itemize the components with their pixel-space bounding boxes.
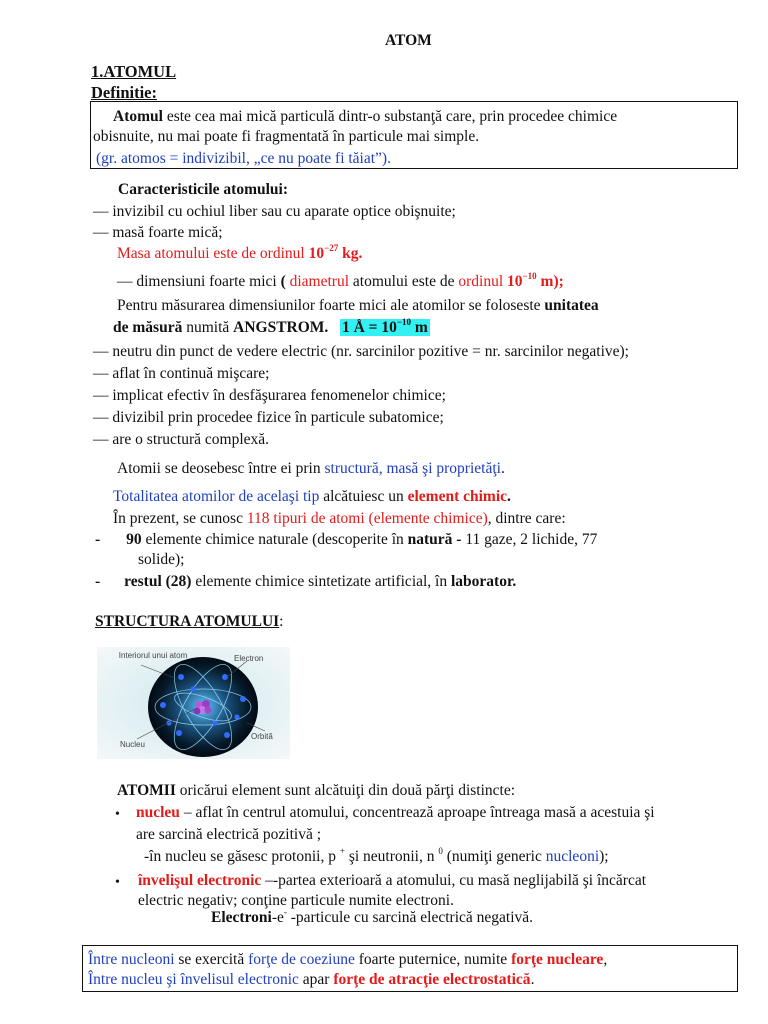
char-motion: — aflat în continuă mişcare;	[93, 365, 270, 382]
label-electron: Electron	[234, 654, 264, 663]
page-title: ATOM	[385, 32, 432, 49]
structure-heading: STRUCTURA ATOMULUI:	[95, 613, 284, 630]
char-complex: — are o structură complexă.	[93, 431, 270, 448]
nucleu-line-2: are sarcină electrică pozitivă ;	[136, 826, 322, 843]
definition-line-2: obisnuite, nu mai poate fi fragmentată în particule mai simple.	[93, 128, 480, 145]
label-interior: Interiorul unui atom	[118, 651, 188, 660]
nucleus	[194, 700, 212, 714]
atoms-differ: Atomii se deosebesc între ei prin structură, masă şi proprietăţi.	[117, 460, 505, 477]
nucleu-line-3: -în nucleu se găsesc protonii, p + şi neutronii, n $^0$ (numiţi generic nucleoni);	[144, 846, 609, 865]
electron-definition: Electroni-e- -particule cu sarcină electrică negativă.	[211, 907, 534, 926]
atom-parts: ATOMII oricărui element sunt alcătuiţi din două părţi distincte:	[117, 782, 516, 799]
definition-heading: Definitie:	[91, 83, 157, 102]
char-small-mass: — masă foarte mică;	[93, 224, 223, 241]
characteristics-heading: Caracteristicile atomului:	[118, 181, 289, 198]
natural-elements-line-2: solide);	[138, 551, 185, 568]
char-mass-value: Masa atomului este de ordinul $10^{-27}$ kg.	[117, 243, 363, 262]
definition-etymology: (gr. atomos = indivizibil, „ce nu poate fi tăiat”).	[96, 150, 391, 167]
bullet-nucleu: •	[115, 807, 120, 822]
label-orbita: Orbită	[251, 732, 273, 741]
char-dimensions: — dimensiuni foarte mici ( diametrul atomului este de ordinul $10^{-10}$ m);	[117, 271, 564, 290]
nucleu-line-1: nucleu – aflat în centrul atomului, concentrează aproape întreaga masă a acestuia şi	[136, 804, 655, 821]
char-divisible: — divizibil prin procedee fizice în particule subatomice;	[93, 409, 444, 426]
char-neutral: — neutru din punct de vedere electric (nr. sarcinilor pozitive = nr. sarcinilor negative);	[93, 343, 629, 360]
section-heading-atomul: 1.ATOMUL	[91, 62, 177, 81]
char-chemical: — implicat efectiv în desfăşurarea fenomenelor chimice;	[93, 387, 446, 404]
bullet-invelis: •	[115, 875, 120, 890]
invelis-line-2: electric negativ; conţine particule numite electroni.	[138, 892, 454, 909]
char-measure-line-2: de măsură numită ANGSTROM. 1 Å = $10^{-10}$ m	[113, 317, 428, 336]
element-definition: Totalitatea atomilor de acelaşi tip alcătuiesc un element chimic.	[113, 488, 511, 505]
synthetic-elements: - restul (28) elemente chimice sintetizate artificial, în laborator.	[95, 573, 517, 590]
atom-figure	[97, 647, 290, 759]
label-nucleu: Nucleu	[120, 740, 145, 749]
natural-elements: - 90 elemente chimice naturale (descoperite în natură - 11 gaze, 2 lichide, 77	[95, 531, 598, 548]
known-elements: În prezent, se cunosc 118 tipuri de atomi (elemente chimice), dintre care:	[113, 510, 566, 527]
char-measure-line-1: Pentru măsurarea dimensiunilor foarte mici ale atomilor se foloseste unitatea	[117, 297, 599, 314]
char-invisible: — invizibil cu ochiul liber sau cu aparate optice obişnuite;	[93, 203, 456, 220]
definition-line-1: Atomul este cea mai mică particulă dintr-o substanţă care, prin procedee chimice	[113, 108, 618, 125]
angstrom-highlight: 1 Å = $10^{-10}$ m	[341, 317, 428, 336]
forces-line-2: Între nucleu şi învelisul electronic apar forţe de atracţie electrostatică.	[88, 971, 535, 988]
invelis-line-1: învelişul electronic –-partea exterioară a atomului, cu masă neglijabilă şi încărcat	[138, 872, 647, 889]
forces-line-1: Între nucleoni se exercită forţe de coeziune foarte puternice, numite forţe nucleare,	[88, 951, 608, 968]
